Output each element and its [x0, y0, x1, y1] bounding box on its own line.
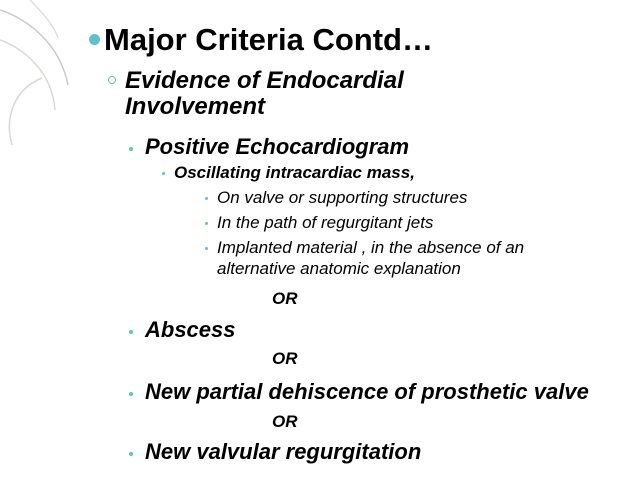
item-jets: In the path of regurgitant jets — [217, 213, 434, 232]
item-implant-line2: alternative anatomic explanation — [217, 259, 461, 278]
jets-bullet-icon — [205, 222, 208, 225]
valve-bullet-icon — [205, 197, 208, 200]
regurgitation-bullet-icon — [129, 452, 133, 456]
level1-text-line1: Evidence of Endocardial — [125, 67, 404, 94]
title-bullet-icon — [89, 34, 100, 45]
item-valve: On valve or supporting structures — [217, 188, 468, 207]
decorative-arcs — [0, 0, 90, 150]
or-label-3: OR — [272, 412, 298, 431]
mass-bullet-icon — [162, 172, 165, 175]
item-abscess: Abscess — [145, 317, 236, 342]
item-echo: Positive Echocardiogram — [145, 134, 410, 159]
item-regurgitation: New valvular regurgitation — [145, 439, 422, 464]
slide-title: Major Criteria Contd… — [104, 22, 433, 57]
level1-text-line2: Involvement — [125, 93, 266, 120]
level1-ring-bullet-icon — [108, 76, 116, 84]
or-label-2: OR — [272, 349, 298, 368]
echo-bullet-icon — [129, 147, 133, 151]
item-mass: Oscillating intracardiac mass, — [174, 163, 415, 182]
abscess-bullet-icon — [129, 330, 133, 334]
item-implant-line1: Implanted material , in the absence of an — [217, 238, 525, 257]
implant-bullet-icon — [205, 247, 208, 250]
dehiscence-bullet-icon — [129, 392, 133, 396]
or-label-1: OR — [272, 289, 298, 308]
item-dehiscence: New partial dehiscence of prosthetic valve — [145, 379, 589, 404]
